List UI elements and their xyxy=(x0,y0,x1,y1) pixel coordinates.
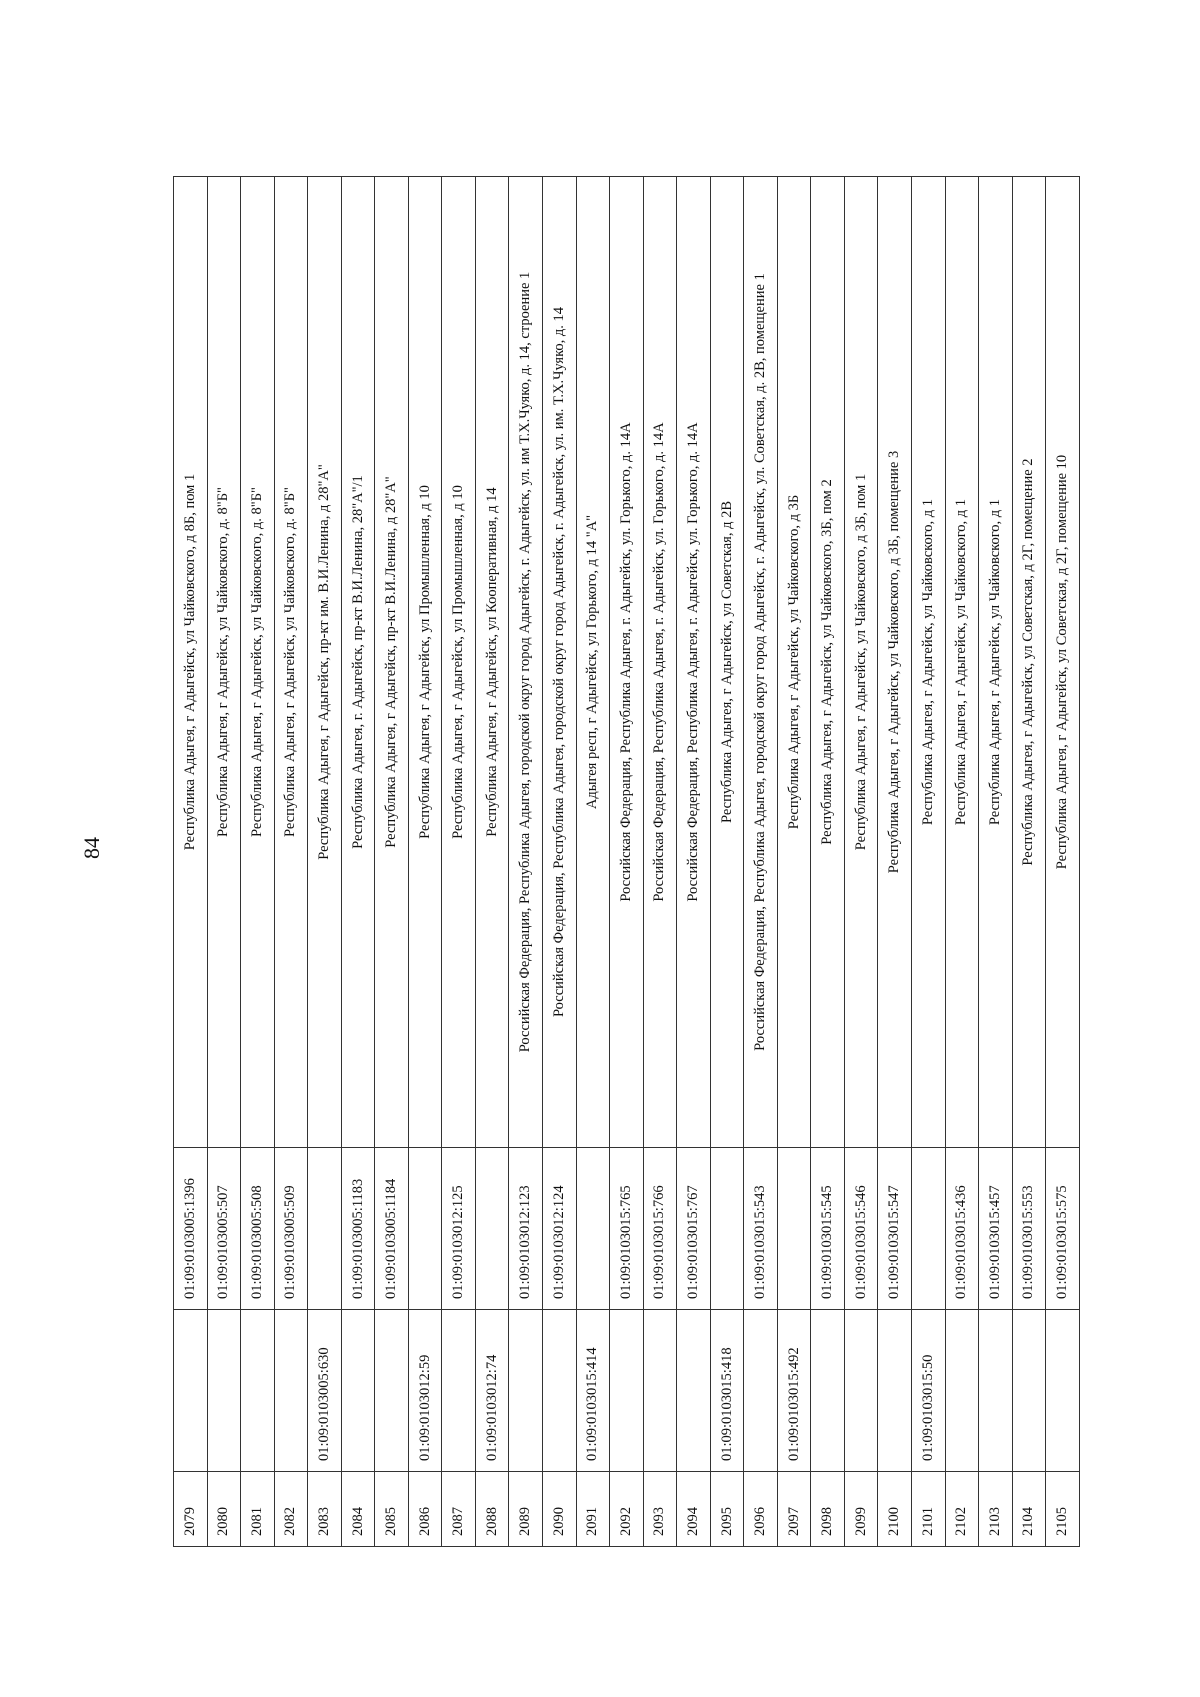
table-row xyxy=(475,177,509,1547)
cadastral-number-building xyxy=(777,1148,811,1310)
address-cell: Российская Федерация, Республика Адыгея, г. Адыгейск, ул. Горького, д. 14А xyxy=(610,177,644,1148)
row-number: 2096 xyxy=(744,1472,778,1547)
cadastral-number-land xyxy=(945,1310,979,1472)
table-row xyxy=(945,177,979,1547)
row-number: 2079 xyxy=(174,1472,208,1547)
row-number: 2090 xyxy=(543,1472,577,1547)
cadastral-number-building: 01:09:0103015:766 xyxy=(643,1148,677,1310)
address-cell: Российская Федерация, Республика Адыгея, городской округ город Адыгейск, г. Адыгейск, ул. Советская, д. 2В, помещение 1 xyxy=(744,177,778,1148)
cadastral-number-building: 01:09:0103005:509 xyxy=(274,1148,308,1310)
table-row xyxy=(207,177,241,1547)
cadastral-number-building: 01:09:0103005:1396 xyxy=(174,1148,208,1310)
cadastral-number-land xyxy=(543,1310,577,1472)
address-cell: Республика Адыгея, г Адыгейск, пр-кт В.И.Ленина, д 28"А" xyxy=(375,177,409,1148)
cadastral-number-building: 01:09:0103015:546 xyxy=(844,1148,878,1310)
cadastral-number-land xyxy=(1012,1310,1046,1472)
cadastral-number-land xyxy=(241,1310,275,1472)
address-cell: Республика Адыгея, г. Адыгейск, пр-кт В.И.Ленина, 28"А"/1 xyxy=(341,177,375,1148)
address-cell: Российская Федерация, Республика Адыгея, городской округ город Адыгейск, г. Адыгейск, ул. им Т.Х.Чуяко, д. 14, строение 1 xyxy=(509,177,543,1148)
table-row xyxy=(308,177,342,1547)
table-row xyxy=(811,177,845,1547)
table-row xyxy=(274,177,308,1547)
cadastral-number-building: 01:09:0103005:508 xyxy=(241,1148,275,1310)
address-cell: Республика Адыгея, г Адыгейск, ул Чайковского, д. 8"Б" xyxy=(274,177,308,1148)
row-number: 2091 xyxy=(576,1472,610,1547)
address-cell: Республика Адыгея, г Адыгейск, ул Чайковского, д. 8"Б" xyxy=(241,177,275,1148)
table-row xyxy=(979,177,1013,1547)
cadastral-number-building: 01:09:0103015:545 xyxy=(811,1148,845,1310)
page-number: 84 xyxy=(79,837,104,859)
address-cell: Республика Адыгея, г Адыгейск, ул Чайковского, д 3Б, помещение 3 xyxy=(878,177,912,1148)
table-row xyxy=(677,177,711,1547)
row-number: 2105 xyxy=(1046,1472,1080,1547)
cadastral-number-building xyxy=(475,1148,509,1310)
cadastral-number-building: 01:09:0103012:123 xyxy=(509,1148,543,1310)
cadastral-number-land xyxy=(979,1310,1013,1472)
cadastral-number-land xyxy=(274,1310,308,1472)
address-cell: Республика Адыгея, г Адыгейск, ул Чайковского, д. 8"Б" xyxy=(207,177,241,1148)
cadastral-number-land: 01:09:0103015:492 xyxy=(777,1310,811,1472)
cadastral-number-land xyxy=(174,1310,208,1472)
cadastral-number-building xyxy=(576,1148,610,1310)
cadastral-number-building: 01:09:0103015:457 xyxy=(979,1148,1013,1310)
row-number: 2085 xyxy=(375,1472,409,1547)
address-cell: Республика Адыгея, г Адыгейск, ул Чайковского, д 1 xyxy=(912,177,946,1148)
cadastral-number-land xyxy=(878,1310,912,1472)
table-row xyxy=(375,177,409,1547)
address-cell: Республика Адыгея, г Адыгейск, ул Чайковского, д 8Б, пом 1 xyxy=(174,177,208,1148)
cadastral-number-land xyxy=(677,1310,711,1472)
cadastral-number-land xyxy=(1046,1310,1080,1472)
cadastral-number-building: 01:09:0103012:125 xyxy=(442,1148,476,1310)
cadastral-number-land xyxy=(643,1310,677,1472)
cadastral-number-building: 01:09:0103015:767 xyxy=(677,1148,711,1310)
row-number: 2083 xyxy=(308,1472,342,1547)
table-row xyxy=(241,177,275,1547)
cadastral-number-land xyxy=(442,1310,476,1472)
rotated-table-wrapper xyxy=(173,177,1080,1547)
table-row xyxy=(543,177,577,1547)
address-cell: Республика Адыгея, г Адыгейск, пр-кт им. В.И.Ленина, д 28"А" xyxy=(308,177,342,1148)
cadastral-number-building xyxy=(308,1148,342,1310)
address-cell: Республика Адыгея, г Адыгейск, ул Промышленная, д 10 xyxy=(408,177,442,1148)
address-cell: Республика Адыгея, г Адыгейск, ул Советская, д 2Г, помещение 10 xyxy=(1046,177,1080,1148)
cadastral-number-building: 01:09:0103005:1184 xyxy=(375,1148,409,1310)
table-row xyxy=(341,177,375,1547)
table-row xyxy=(1012,177,1046,1547)
row-number: 2082 xyxy=(274,1472,308,1547)
cadastral-number-building: 01:09:0103015:436 xyxy=(945,1148,979,1310)
row-number: 2089 xyxy=(509,1472,543,1547)
row-number: 2080 xyxy=(207,1472,241,1547)
property-table xyxy=(173,176,1080,1547)
address-cell: Республика Адыгея, г Адыгейск, ул Кооперативная, д 14 xyxy=(475,177,509,1148)
cadastral-number-building xyxy=(912,1148,946,1310)
address-cell: Республика Адыгея, г Адыгейск, ул Советская, д 2Г, помещение 2 xyxy=(1012,177,1046,1148)
row-number: 2102 xyxy=(945,1472,979,1547)
cadastral-number-land xyxy=(610,1310,644,1472)
table-row xyxy=(408,177,442,1547)
row-number: 2101 xyxy=(912,1472,946,1547)
table-row xyxy=(442,177,476,1547)
address-cell: Республика Адыгея, г Адыгейск, ул Чайковского, д 1 xyxy=(945,177,979,1148)
row-number: 2104 xyxy=(1012,1472,1046,1547)
cadastral-number-land xyxy=(207,1310,241,1472)
address-cell: Республика Адыгея, г Адыгейск, ул Чайковского, д 3Б, пом 1 xyxy=(844,177,878,1148)
address-cell: Российская Федерация, Республика Адыгея, г. Адыгейск, ул. Горького, д. 14А xyxy=(677,177,711,1148)
cadastral-number-building: 01:09:0103015:543 xyxy=(744,1148,778,1310)
row-number: 2103 xyxy=(979,1472,1013,1547)
cadastral-number-land: 01:09:0103012:74 xyxy=(475,1310,509,1472)
cadastral-number-building: 01:09:0103015:547 xyxy=(878,1148,912,1310)
cadastral-number-building xyxy=(710,1148,744,1310)
cadastral-number-land xyxy=(375,1310,409,1472)
row-number: 2095 xyxy=(710,1472,744,1547)
row-number: 2100 xyxy=(878,1472,912,1547)
cadastral-number-building: 01:09:0103012:124 xyxy=(543,1148,577,1310)
row-number: 2087 xyxy=(442,1472,476,1547)
cadastral-number-land: 01:09:0103012:59 xyxy=(408,1310,442,1472)
table-row xyxy=(576,177,610,1547)
table-row xyxy=(174,177,208,1547)
address-cell: Республика Адыгея, г Адыгейск, ул Чайковского, д 3Б xyxy=(777,177,811,1148)
cadastral-number-land: 01:09:0103015:50 xyxy=(912,1310,946,1472)
cadastral-number-land xyxy=(341,1310,375,1472)
cadastral-number-land xyxy=(509,1310,543,1472)
cadastral-number-building: 01:09:0103005:1183 xyxy=(341,1148,375,1310)
address-cell: Республика Адыгея, г Адыгейск, ул Чайковского, д 1 xyxy=(979,177,1013,1148)
table-body xyxy=(174,177,1080,1547)
address-cell: Республика Адыгея, г Адыгейск, ул Чайковского, 3Б, пом 2 xyxy=(811,177,845,1148)
table-row xyxy=(878,177,912,1547)
cadastral-number-building: 01:09:0103005:507 xyxy=(207,1148,241,1310)
address-cell: Республика Адыгея, г Адыгейск, ул Советская, д 2В xyxy=(710,177,744,1148)
table-row xyxy=(912,177,946,1547)
cadastral-number-land xyxy=(811,1310,845,1472)
table-row xyxy=(844,177,878,1547)
cadastral-number-land: 01:09:0103015:414 xyxy=(576,1310,610,1472)
table-row xyxy=(610,177,644,1547)
cadastral-number-land: 01:09:0103015:418 xyxy=(710,1310,744,1472)
cadastral-number-building xyxy=(408,1148,442,1310)
address-cell: Республика Адыгея, г Адыгейск, ул Промышленная, д 10 xyxy=(442,177,476,1148)
row-number: 2099 xyxy=(844,1472,878,1547)
row-number: 2097 xyxy=(777,1472,811,1547)
cadastral-number-land: 01:09:0103005:630 xyxy=(308,1310,342,1472)
address-cell: Российская Федерация, Республика Адыгея, городской округ город Адыгейск, г. Адыгейск, ул. им. Т.Х.Чуяко, д. 14 xyxy=(543,177,577,1148)
row-number: 2098 xyxy=(811,1472,845,1547)
cadastral-number-building: 01:09:0103015:553 xyxy=(1012,1148,1046,1310)
address-cell: Российская Федерация, Республика Адыгея, г. Адыгейск, ул. Горького, д. 14А xyxy=(643,177,677,1148)
row-number: 2088 xyxy=(475,1472,509,1547)
row-number: 2086 xyxy=(408,1472,442,1547)
table-row xyxy=(1046,177,1080,1547)
table-row xyxy=(710,177,744,1547)
cadastral-number-land xyxy=(744,1310,778,1472)
cadastral-number-land xyxy=(844,1310,878,1472)
table-row xyxy=(777,177,811,1547)
table-row xyxy=(509,177,543,1547)
row-number: 2094 xyxy=(677,1472,711,1547)
row-number: 2092 xyxy=(610,1472,644,1547)
cadastral-number-building: 01:09:0103015:765 xyxy=(610,1148,644,1310)
row-number: 2084 xyxy=(341,1472,375,1547)
row-number: 2093 xyxy=(643,1472,677,1547)
cadastral-number-building: 01:09:0103015:575 xyxy=(1046,1148,1080,1310)
row-number: 2081 xyxy=(241,1472,275,1547)
address-cell: Адыгея респ, г Адыгейск, ул Горького, д 14 "А" xyxy=(576,177,610,1148)
table-row xyxy=(744,177,778,1547)
table-row xyxy=(643,177,677,1547)
